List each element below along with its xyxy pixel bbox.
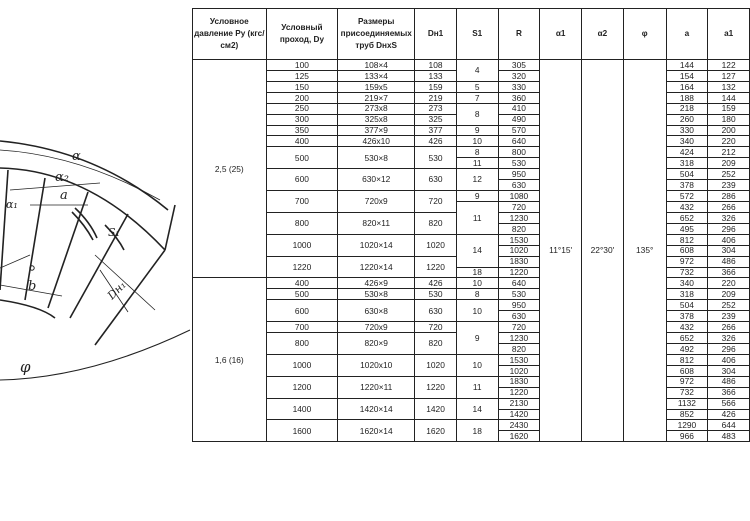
r-cell: 1530 — [498, 234, 540, 245]
a1-cell: 209 — [708, 289, 750, 300]
a-cell: 154 — [666, 70, 708, 81]
dh1-cell: 1420 — [415, 398, 457, 420]
r-cell: 530 — [498, 289, 540, 300]
s1-cell: 8 — [456, 147, 498, 158]
dy-cell: 400 — [266, 278, 338, 289]
s1-cell: 4 — [456, 60, 498, 82]
a1-cell: 266 — [708, 322, 750, 333]
table-row — [193, 81, 750, 92]
dh1-cell: 273 — [415, 103, 457, 114]
r-cell: 1220 — [498, 387, 540, 398]
s1-cell: 9 — [456, 322, 498, 355]
pipe-size-cell: 377×9 — [338, 125, 415, 136]
weld-hatch — [75, 208, 97, 238]
r-cell: 950 — [498, 300, 540, 311]
r-cell: 1020 — [498, 365, 540, 376]
header-pipe-size: Размеры присоединяемых труб DнxS — [338, 9, 415, 60]
a1-cell: 566 — [708, 398, 750, 409]
a-cell: 608 — [666, 245, 708, 256]
a-cell: 732 — [666, 267, 708, 278]
table-row — [193, 60, 750, 71]
r-cell: 1020 — [498, 245, 540, 256]
a1-cell: 127 — [708, 70, 750, 81]
pipe-size-cell: 1620×14 — [338, 420, 415, 442]
dy-cell: 1400 — [266, 398, 338, 420]
table-row — [193, 103, 750, 114]
label-phi: φ — [20, 358, 31, 376]
dh1-cell: 377 — [415, 125, 457, 136]
table-row — [193, 376, 750, 387]
pipe-size-cell: 1220×11 — [338, 376, 415, 398]
a-cell: 378 — [666, 180, 708, 191]
pipe-size-cell: 325x8 — [338, 114, 415, 125]
a1-cell: 180 — [708, 114, 750, 125]
r-cell: 1420 — [498, 409, 540, 420]
dh1-cell: 820 — [415, 333, 457, 355]
a1-cell: 406 — [708, 354, 750, 365]
dh1-cell: 1220 — [415, 376, 457, 398]
a-cell: 330 — [666, 125, 708, 136]
r-cell: 950 — [498, 169, 540, 180]
dy-cell: 400 — [266, 136, 338, 147]
dh1-cell: 820 — [415, 212, 457, 234]
a-cell: 432 — [666, 322, 708, 333]
r-cell: 330 — [498, 81, 540, 92]
dy-cell: 125 — [266, 70, 338, 81]
a1-cell: 200 — [708, 125, 750, 136]
a1-cell: 486 — [708, 256, 750, 267]
segment-line — [0, 170, 8, 290]
s1-cell: 10 — [456, 278, 498, 289]
r-cell: 1620 — [498, 431, 540, 442]
header-dy: Условный проход, Dy — [266, 9, 338, 60]
dy-cell: 700 — [266, 191, 338, 213]
a-cell: 1132 — [666, 398, 708, 409]
a1-cell: 266 — [708, 201, 750, 212]
a1-cell: 366 — [708, 267, 750, 278]
a-cell: 188 — [666, 92, 708, 103]
dh1-cell: 1620 — [415, 420, 457, 442]
s1-cell: 10 — [456, 354, 498, 376]
table-row — [193, 169, 750, 180]
pipe-size-cell: 219×7 — [338, 92, 415, 103]
inner-arc-line — [0, 300, 55, 318]
s1-cell: 9 — [456, 125, 498, 136]
s1-cell: 10 — [456, 136, 498, 147]
a1-cell: 159 — [708, 103, 750, 114]
dy-cell: 1220 — [266, 256, 338, 278]
s1-cell: 9 — [456, 191, 498, 202]
dh1-cell: 133 — [415, 70, 457, 81]
a-cell: 504 — [666, 169, 708, 180]
dy-cell: 500 — [266, 147, 338, 169]
s1-cell: 14 — [456, 234, 498, 267]
a-cell: 340 — [666, 278, 708, 289]
a1-cell: 209 — [708, 158, 750, 169]
dh1-cell: 630 — [415, 169, 457, 191]
a-cell: 318 — [666, 158, 708, 169]
r-cell: 630 — [498, 311, 540, 322]
a1-cell: 286 — [708, 191, 750, 202]
table-row — [193, 136, 750, 147]
dy-cell: 1200 — [266, 376, 338, 398]
r-cell: 820 — [498, 223, 540, 234]
a1-cell: 144 — [708, 92, 750, 103]
r-cell: 2130 — [498, 398, 540, 409]
header-row — [193, 9, 750, 60]
r-cell: 1530 — [498, 354, 540, 365]
table-row — [193, 289, 750, 300]
pipe-size-cell: 133×4 — [338, 70, 415, 81]
dy-cell: 150 — [266, 81, 338, 92]
dy-cell: 300 — [266, 114, 338, 125]
a-cell: 572 — [666, 191, 708, 202]
alpha2-cell: 22°30' — [582, 60, 624, 442]
r-cell: 2430 — [498, 420, 540, 431]
s1-cell: 11 — [456, 201, 498, 234]
r-cell: 720 — [498, 201, 540, 212]
r-cell: 1830 — [498, 256, 540, 267]
a-cell: 812 — [666, 234, 708, 245]
s1-cell: 8 — [456, 103, 498, 125]
pipe-size-cell: 820×11 — [338, 212, 415, 234]
r-cell: 720 — [498, 322, 540, 333]
label-alpha1: α₁ — [6, 198, 18, 211]
r-cell: 320 — [498, 70, 540, 81]
s1-cell: 18 — [456, 420, 498, 442]
a1-cell: 220 — [708, 136, 750, 147]
dh1-cell: 1020 — [415, 234, 457, 256]
table-row — [193, 191, 750, 202]
dy-cell: 800 — [266, 333, 338, 355]
r-cell: 1220 — [498, 267, 540, 278]
dh1-cell: 219 — [415, 92, 457, 103]
a1-cell: 239 — [708, 311, 750, 322]
pipe-size-cell: 630×8 — [338, 300, 415, 322]
r-cell: 570 — [498, 125, 540, 136]
a-cell: 378 — [666, 311, 708, 322]
r-cell: 1830 — [498, 376, 540, 387]
s1-cell: 11 — [456, 158, 498, 169]
pipe-size-cell: 426x10 — [338, 136, 415, 147]
header-alpha1: α1 — [540, 9, 582, 60]
pipe-size-cell: 530×8 — [338, 147, 415, 169]
label-dh1: Dн₁ — [104, 278, 129, 303]
elbow-spec-table — [192, 8, 750, 442]
dh1-cell: 108 — [415, 60, 457, 71]
table-body — [193, 60, 750, 442]
pressure-cell: 1,6 (16) — [193, 278, 267, 442]
label-alpha2: α₂ — [55, 170, 69, 185]
dy-cell: 500 — [266, 289, 338, 300]
elbow-drawing — [0, 0, 192, 521]
a-cell: 966 — [666, 431, 708, 442]
table-row — [193, 92, 750, 103]
header-a: a — [666, 9, 708, 60]
a-cell: 972 — [666, 376, 708, 387]
dy-cell: 200 — [266, 92, 338, 103]
r-cell: 410 — [498, 103, 540, 114]
dy-cell: 800 — [266, 212, 338, 234]
dh1-cell: 1020 — [415, 354, 457, 376]
label-a: a — [60, 188, 68, 203]
a1-cell: 252 — [708, 169, 750, 180]
r-cell: 630 — [498, 180, 540, 191]
a-cell: 144 — [666, 60, 708, 71]
dh1-cell: 530 — [415, 147, 457, 169]
a-cell: 492 — [666, 343, 708, 354]
s1-cell: 8 — [456, 289, 498, 300]
dh1-cell: 720 — [415, 322, 457, 333]
header-s1: S1 — [456, 9, 498, 60]
r-cell: 1230 — [498, 212, 540, 223]
a-cell: 608 — [666, 365, 708, 376]
a-cell: 732 — [666, 387, 708, 398]
dy-cell: 600 — [266, 169, 338, 191]
dh1-cell: 530 — [415, 289, 457, 300]
a-cell: 495 — [666, 223, 708, 234]
pipe-size-cell: 720x9 — [338, 191, 415, 213]
label-b: b — [28, 279, 37, 294]
r-cell: 640 — [498, 278, 540, 289]
a-cell: 652 — [666, 212, 708, 223]
table-row — [193, 234, 750, 245]
r-cell: 800 — [498, 147, 540, 158]
r-cell: 360 — [498, 92, 540, 103]
a1-cell: 132 — [708, 81, 750, 92]
dh1-cell: 426 — [415, 136, 457, 147]
a-cell: 318 — [666, 289, 708, 300]
a1-cell: 296 — [708, 343, 750, 354]
dy-cell: 100 — [266, 60, 338, 71]
header-alpha2: α2 — [582, 9, 624, 60]
a-cell: 260 — [666, 114, 708, 125]
dim-line-dh — [95, 255, 155, 310]
pipe-size-cell: 273x8 — [338, 103, 415, 114]
pipe-size-cell: 1420×14 — [338, 398, 415, 420]
a1-cell: 212 — [708, 147, 750, 158]
s1-cell: 7 — [456, 92, 498, 103]
dh1-cell: 159 — [415, 81, 457, 92]
phi-cell: 135° — [623, 60, 666, 442]
r-cell: 305 — [498, 60, 540, 71]
table-row — [193, 354, 750, 365]
outer-arc-line — [0, 141, 168, 210]
s1-cell: 18 — [456, 267, 498, 278]
a1-cell: 296 — [708, 223, 750, 234]
dh1-cell: 325 — [415, 114, 457, 125]
table-row — [193, 278, 750, 289]
a1-cell: 326 — [708, 333, 750, 344]
a1-cell: 326 — [708, 212, 750, 223]
r-cell: 530 — [498, 158, 540, 169]
header-dh1: Dн1 — [415, 9, 457, 60]
a-cell: 652 — [666, 333, 708, 344]
dy-cell: 1000 — [266, 354, 338, 376]
a-cell: 972 — [666, 256, 708, 267]
table-row — [193, 147, 750, 158]
header-pressure: Условное давление Ру (кгс/см2) — [193, 9, 267, 60]
label-alpha: α — [72, 149, 81, 164]
dy-cell: 600 — [266, 300, 338, 322]
s1-cell: 12 — [456, 169, 498, 191]
pipe-size-cell: 1020×14 — [338, 234, 415, 256]
a1-cell: 426 — [708, 409, 750, 420]
a-cell: 504 — [666, 300, 708, 311]
alpha1-cell: 11°15' — [540, 60, 582, 442]
header-r: R — [498, 9, 540, 60]
a1-cell: 304 — [708, 365, 750, 376]
a-cell: 852 — [666, 409, 708, 420]
r-cell: 640 — [498, 136, 540, 147]
a1-cell: 644 — [708, 420, 750, 431]
a1-cell: 366 — [708, 387, 750, 398]
table-row — [193, 322, 750, 333]
r-cell: 1080 — [498, 191, 540, 202]
a1-cell: 239 — [708, 180, 750, 191]
segment-line — [48, 192, 88, 308]
dh1-cell: 426 — [415, 278, 457, 289]
s1-cell: 14 — [456, 398, 498, 420]
a1-cell: 486 — [708, 376, 750, 387]
header-a1: a1 — [708, 9, 750, 60]
a1-cell: 252 — [708, 300, 750, 311]
pipe-size-cell: 630×12 — [338, 169, 415, 191]
pipe-size-cell: 108×4 — [338, 60, 415, 71]
a1-cell: 304 — [708, 245, 750, 256]
a-cell: 812 — [666, 354, 708, 365]
s1-cell: 5 — [456, 81, 498, 92]
center-line — [0, 255, 30, 268]
a-cell: 432 — [666, 201, 708, 212]
table-row — [193, 420, 750, 431]
pressure-cell: 2,5 (25) — [193, 60, 267, 278]
table-row — [193, 125, 750, 136]
pipe-size-cell: 1020x10 — [338, 354, 415, 376]
pipe-size-cell: 426×9 — [338, 278, 415, 289]
pipe-size-cell: 720x9 — [338, 322, 415, 333]
a1-cell: 122 — [708, 60, 750, 71]
r-cell: 490 — [498, 114, 540, 125]
a-cell: 1290 — [666, 420, 708, 431]
dh1-cell: 720 — [415, 191, 457, 213]
dy-cell: 250 — [266, 103, 338, 114]
a-cell: 424 — [666, 147, 708, 158]
a-cell: 340 — [666, 136, 708, 147]
pipe-size-cell: 1220×14 — [338, 256, 415, 278]
table-row — [193, 398, 750, 409]
dy-cell: 1000 — [266, 234, 338, 256]
pipe-size-cell: 530×8 — [338, 289, 415, 300]
dy-cell: 350 — [266, 125, 338, 136]
header-phi: φ — [623, 9, 666, 60]
dy-cell: 700 — [266, 322, 338, 333]
a1-cell: 220 — [708, 278, 750, 289]
end-cut-line — [165, 205, 175, 250]
a-cell: 164 — [666, 81, 708, 92]
dh1-cell: 630 — [415, 300, 457, 322]
pipe-size-cell: 820×9 — [338, 333, 415, 355]
r-cell: 1230 — [498, 333, 540, 344]
s1-cell: 11 — [456, 376, 498, 398]
a-cell: 218 — [666, 103, 708, 114]
pipe-size-cell: 159x5 — [338, 81, 415, 92]
s1-cell: 10 — [456, 300, 498, 322]
dy-cell: 1600 — [266, 420, 338, 442]
dh1-cell: 1220 — [415, 256, 457, 278]
label-s1: S₁ — [108, 226, 120, 239]
a1-cell: 406 — [708, 234, 750, 245]
a1-cell: 483 — [708, 431, 750, 442]
table-row — [193, 300, 750, 311]
r-cell: 820 — [498, 343, 540, 354]
